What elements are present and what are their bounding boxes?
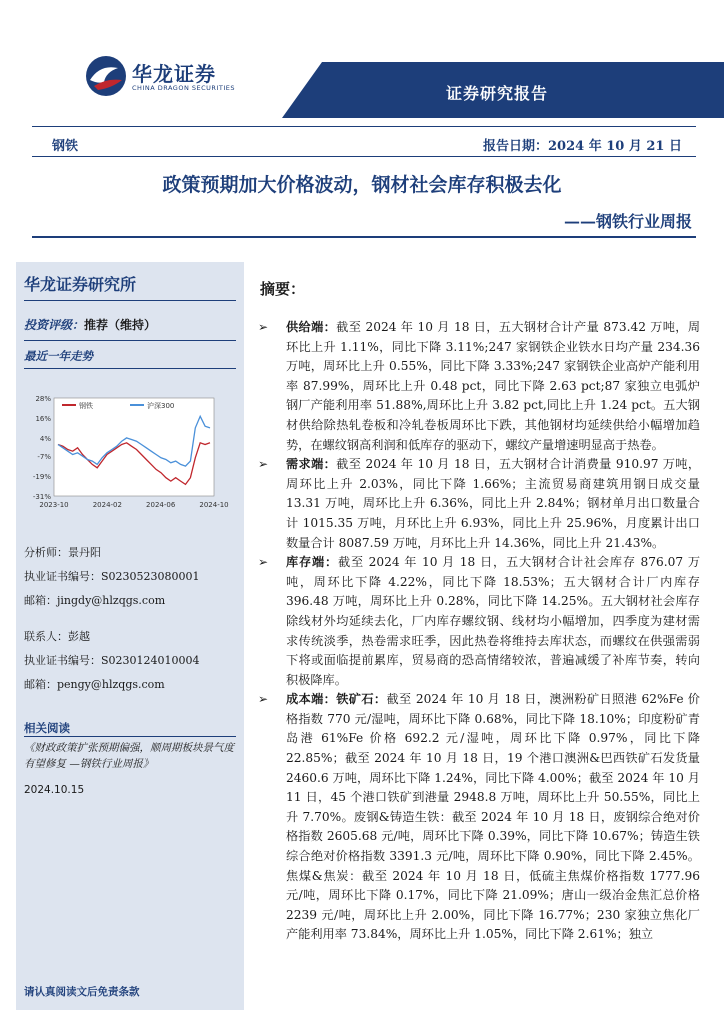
legend-label: 沪深300 — [147, 402, 175, 410]
logo-cn-text: 华龙证券 — [132, 62, 216, 86]
y-tick-label: -7% — [37, 453, 51, 462]
contact-name: 联系人：彭越 — [24, 630, 90, 643]
trend-label: 最近一年走势 — [24, 349, 93, 363]
header-divider-2 — [32, 156, 696, 157]
bullet-arrow-icon: ➢ — [258, 457, 269, 472]
investment-rating — [24, 316, 156, 333]
bullet-text: 截至 2024 年 10 月 18 日，澳洲粉矿日照港 62%Fe 价格指数 770 元/湿吨，周环比下降 0.68%，同比下降 18.10%；印度粉矿青岛港 61%Fe 价格 692.2 元/湿吨，周环比下降 0.97%，同比下降 22.85%；截至 2024 年 10 月 18 日，19 个港口澳洲&巴西铁矿石发货量 2460.6 万吨，周环比下降 1.24%，同比下降 4.00%；截至 2024 年 10 月 11 日，45 个港口铁矿到港量 2948.8 万吨，周环比上升 50.55%，同比上升 7.70%。废钢&铸造生铁：截至 2024 年 10 月 18 日，废钢综合绝对价格指数 2605.68 元/吨，周环比下降 0.39%，同比下降 10.67%；铸造生铁综合绝对价格指数 3391.3 元/吨，周环比下降 0.90%，同比下降 2.45%。焦煤&焦炭：截至 2024 年 10 月 18 日，低硫主焦煤价格指数 1777.96 元/吨，周环比下降 0.17%，同比下降 21.09%；唐山一级冶金焦汇总价格 2239 元/吨，周环比上升 2.00%，同比下降 16.77%；230 家独立焦化厂产能利用率 73.84%，周环比上升 1.05%，同比下降 2.61%；独立 — [286, 692, 700, 942]
contact-email: 邮箱：pengy@hlzqgs.com — [24, 678, 165, 691]
logo-en-text: CHINA DRAGON SECURITIES — [132, 84, 235, 92]
disclaimer-notice: 请认真阅读文后免责条款 — [24, 986, 140, 998]
header-divider — [32, 126, 696, 127]
analyst-email: 邮箱：jingdy@hlzqgs.com — [24, 594, 166, 607]
x-tick-label: 2024-10 — [199, 501, 229, 509]
bullet-arrow-icon: ➢ — [258, 320, 269, 334]
x-tick-label: 2023-10 — [39, 501, 69, 509]
bullet-label: 成本端：铁矿石： — [286, 692, 387, 707]
company-logo — [84, 54, 234, 98]
legend-label: 钢铁 — [79, 402, 93, 410]
title-divider — [32, 236, 696, 238]
y-tick-label: 28% — [35, 395, 51, 403]
report-date: 报告日期：2024 年 10 月 21 日 — [483, 139, 682, 154]
y-tick-label: -31% — [32, 493, 51, 501]
contact-cert: 执业证书编号：S0230124010004 — [24, 654, 200, 667]
sidebar-divider — [24, 340, 236, 341]
sidebar-divider — [24, 736, 236, 737]
abstract-bullet — [256, 553, 700, 690]
bullet-text: 截至 2024 年 10 月 18 日，五大钢材合计产量 873.42 万吨，周环比上升 1.11%，同比下降 3.11%;247 家钢铁企业铁水日均产量 234.36 万吨，周环比上升 0.55%，同比下降 3.33%;247 家钢铁企业高炉产能利用率 87.99%，周环比上升 0.48 pct，同比下降 2.63 pct;87 家独立电弧炉钢厂产能利用率 51.88%,周环比上升 3.82 pct,同比上升 1.24 pct。五大钢材供给除热轧卷板和冷轧卷板周环比下跌，其他钢材均延续供给小幅增加趋势，在螺纹钢高利润和低库存的驱动下，螺纹产量增速明显高于热卷。 — [286, 320, 701, 452]
bullet-label: 需求端： — [286, 457, 337, 472]
sidebar-divider — [24, 300, 236, 301]
x-tick-label: 2024-06 — [146, 501, 176, 509]
report-subtitle: ——钢铁行业周报 — [563, 212, 692, 231]
one-year-trend-chart — [24, 384, 238, 514]
related-reading-label: 相关阅读 — [24, 721, 70, 735]
rating-label: 投资评级： — [24, 318, 85, 332]
dragon-logo-icon — [84, 54, 128, 98]
rating-value: 推荐（维持） — [84, 318, 157, 332]
bullet-text: 截至 2024 年 10 月 18 日，五大钢材合计消费量 910.97 万吨，周环比上升 2.03%，同比下降 1.66%；主流贸易商建筑用钢日成交量 13.31 万吨，周环比上升 6.36%，同比上升 2.84%；钢材单月出口数量合计 1015.35 万吨，月环比上升 6.93%，同比上升 25.96%，月度累计出口数量合计 8087.59 万吨，月环比上升 14.36%，同比上升 21.43%。 — [286, 457, 701, 550]
bullet-label: 库存端： — [286, 555, 338, 570]
analyst-name: 分析师：景丹阳 — [24, 546, 101, 559]
bullet-label: 供给端： — [286, 320, 337, 334]
abstract-title: 摘要： — [260, 280, 306, 298]
abstract-bullets — [256, 318, 700, 945]
y-tick-label: 16% — [35, 414, 51, 423]
institute-name: 华龙证券研究所 — [24, 275, 137, 294]
sidebar — [16, 262, 244, 1010]
report-type-label: 证券研究报告 — [445, 84, 548, 103]
bullet-text: 截至 2024 年 10 月 18 日，五大钢材合计社会库存 876.07 万吨，周环比下降 4.22%，同比下降 18.53%；五大钢材合计厂内库存 396.48 万吨，周环比上升 0.28%，同比下降 14.25%。五大钢材社会库存除线材外均延续去化，厂内库存螺纹钢、线材均小幅增加，四季度为建材需求传统淡季，热卷需求旺季，因此热卷将维持去库状态，而螺纹在供强需弱下将或面临提前累库，贸易商的恐高情绪较浓，普遍减缓了补库节奏，转向积极降库。 — [286, 555, 701, 687]
report-title: 政策预期加大价格波动，钢材社会库存积极去化 — [162, 174, 562, 196]
x-tick-label: 2024-02 — [92, 501, 122, 509]
bullet-arrow-icon: ➢ — [258, 555, 269, 570]
chart-plot-area — [54, 398, 214, 496]
sector-label: 钢铁 — [52, 139, 79, 154]
abstract-section — [256, 278, 701, 942]
y-tick-label: -19% — [32, 473, 51, 482]
bullet-arrow-icon: ➢ — [258, 692, 269, 707]
y-tick-label: 4% — [39, 434, 51, 443]
analyst-cert: 执业证书编号：S0230523080001 — [24, 570, 200, 583]
related-report-title[interactable]: 《财政政策扩张预期偏强，顺周期板块景气度有望修复 —钢铁行业周报》 — [24, 742, 234, 770]
sidebar-divider — [24, 368, 236, 369]
abstract-bullet — [256, 455, 700, 553]
abstract-bullet — [256, 690, 700, 945]
abstract-bullet — [256, 318, 700, 455]
related-report-date: 2024.10.15 — [24, 784, 85, 796]
